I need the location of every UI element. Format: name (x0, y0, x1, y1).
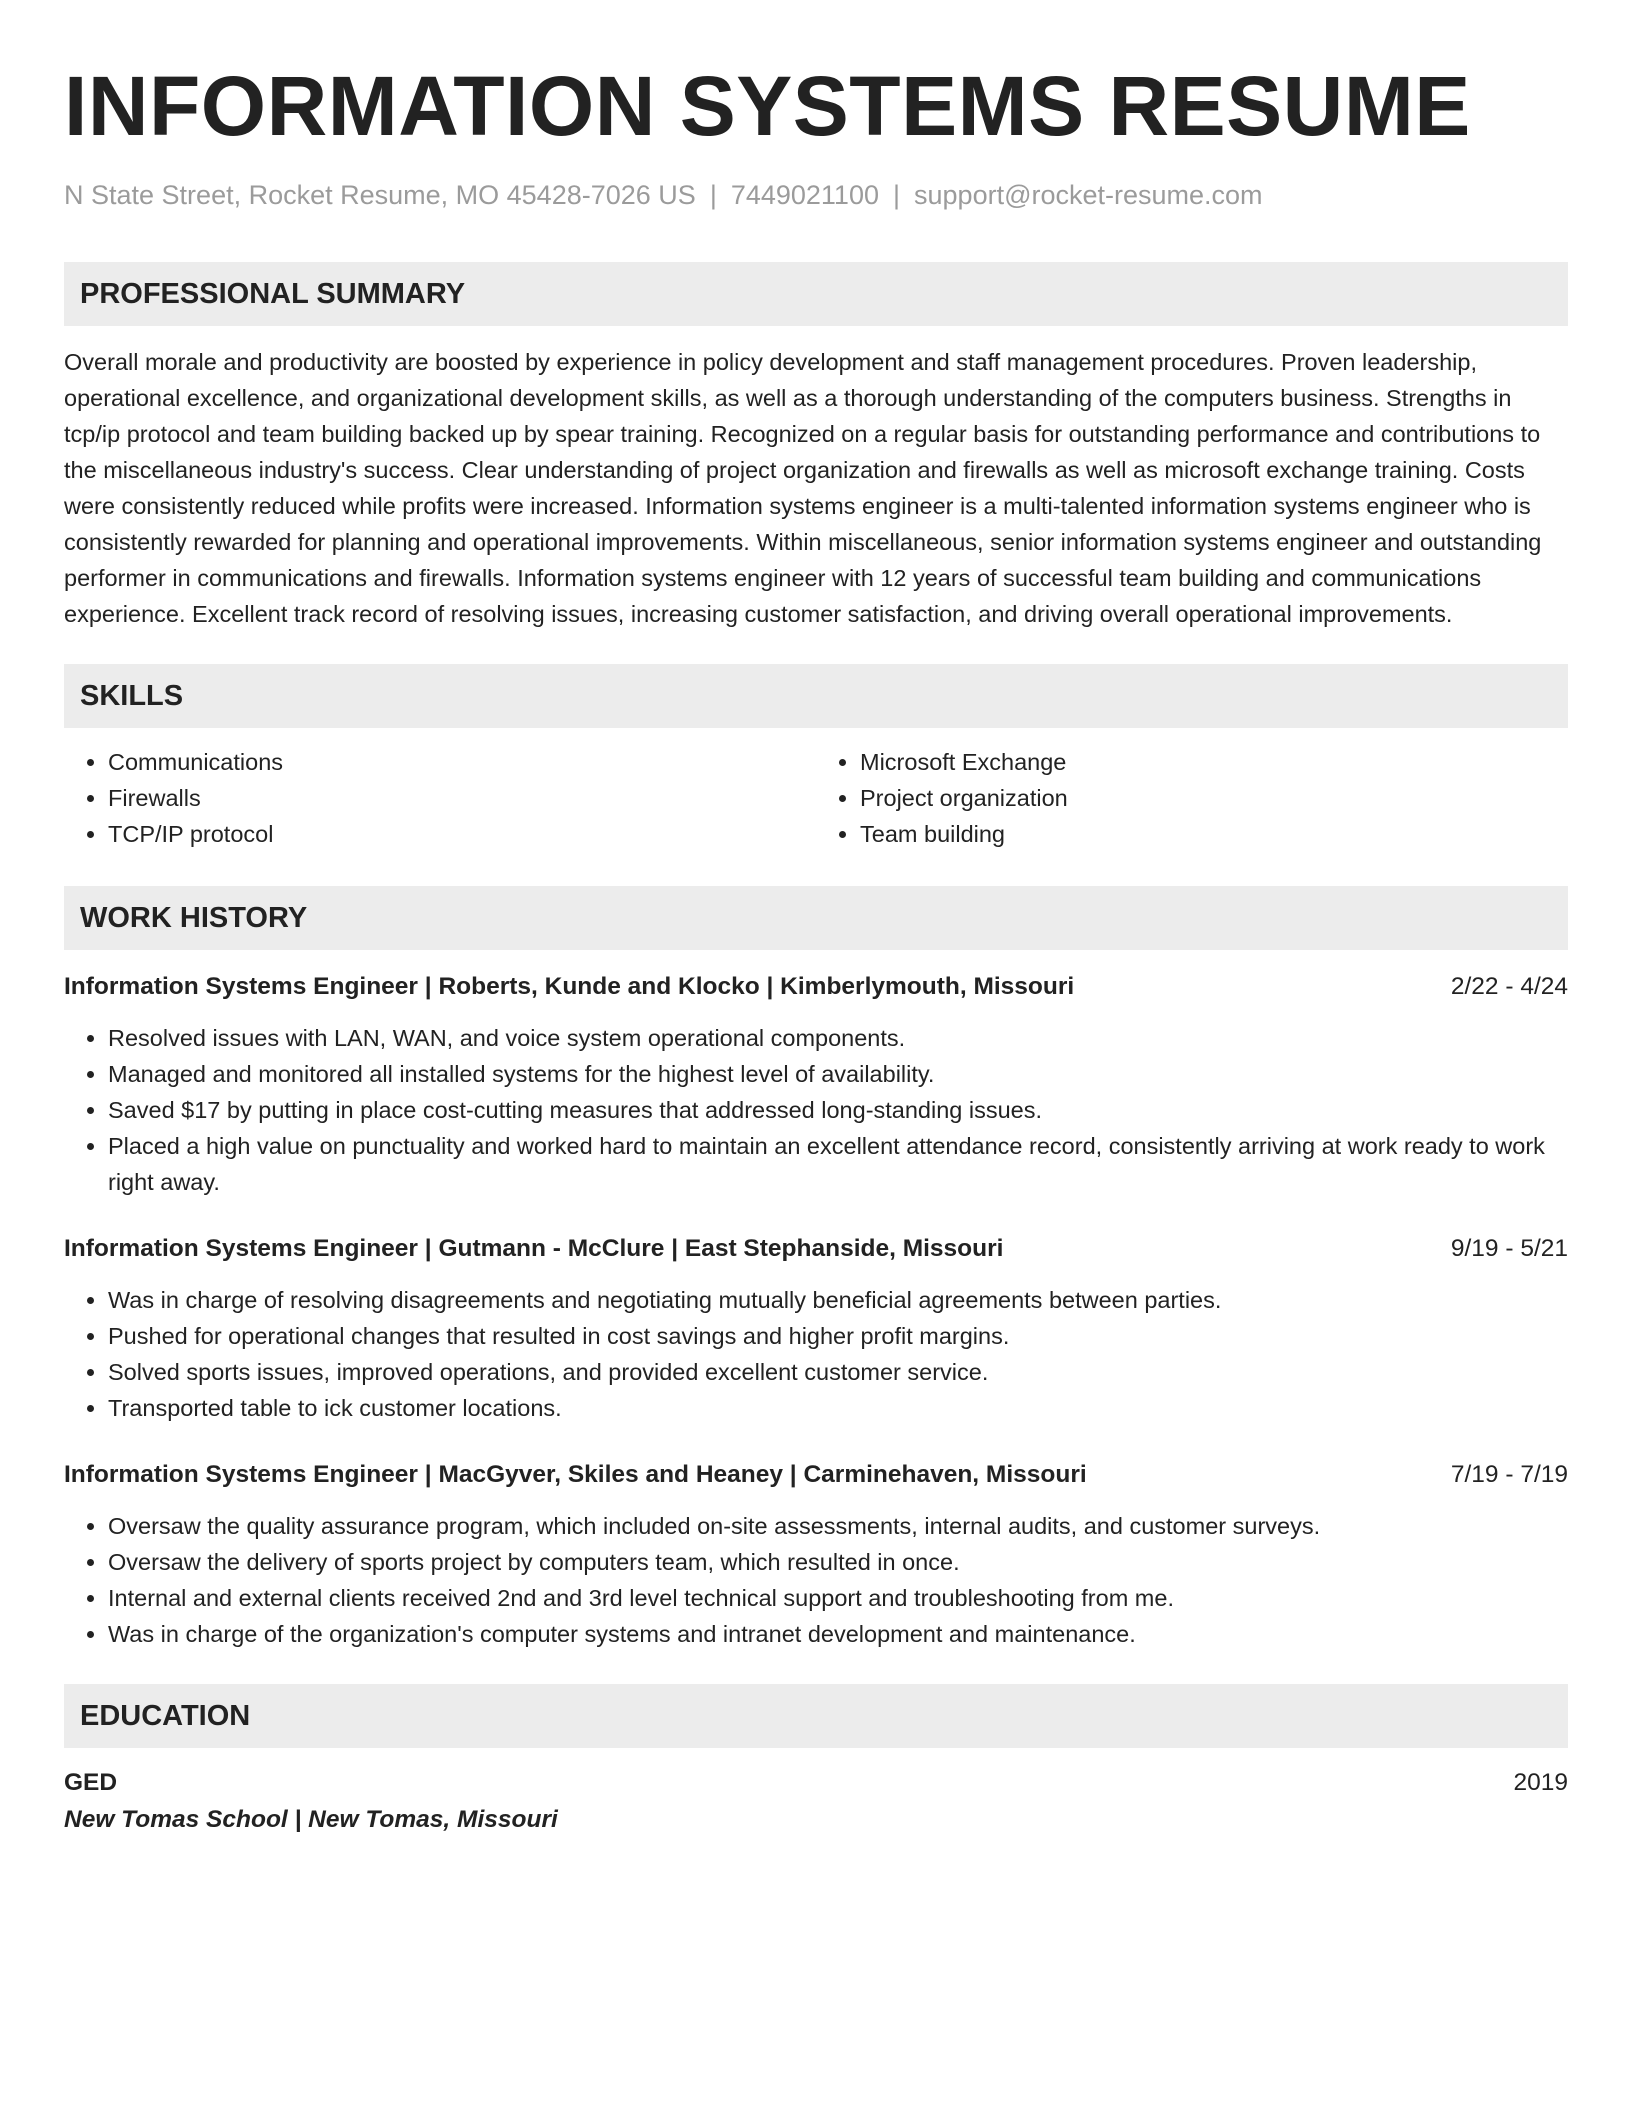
job-title: Information Systems Engineer | Roberts, Kunde and Klocko | Kimberlymouth, Missouri (64, 973, 1075, 1000)
job-bullet: • Was in charge of resolving disagreements and negotiating mutually beneficial agreements between parties. (108, 1282, 1568, 1318)
job-title: Information Systems Engineer | Gutmann - McClure | East Stephanside, Missouri (64, 1235, 1004, 1262)
education-school: New Tomas School | New Tomas, Missouri (64, 1806, 558, 1833)
contact-line (64, 178, 1568, 212)
job-bullet: • Oversaw the quality assurance program, which included on-site assessments, internal audits, and customer surveys. (108, 1508, 1568, 1544)
job-entry (64, 970, 1568, 1200)
job-entry (64, 1232, 1568, 1426)
job-bullets (64, 1508, 1568, 1652)
job-bullet: • Internal and external clients received 2nd and 3rd level technical support and troubleshooting from me. (108, 1580, 1568, 1616)
contact-separator: | (709, 180, 717, 210)
job-header (64, 1458, 1568, 1492)
job-bullet: • Pushed for operational changes that resulted in cost savings and higher profit margins. (108, 1318, 1568, 1354)
job-dates: 7/19 - 7/19 (1450, 1461, 1568, 1488)
job-header (64, 1232, 1568, 1266)
contact-address: N State Street, Rocket Resume, MO 45428-7026 US (64, 180, 696, 210)
education-year: 2019 (1513, 1769, 1568, 1796)
section-header-summary: PROFESSIONAL SUMMARY (64, 262, 1568, 326)
skill-item: • Communications (108, 744, 816, 780)
education-degree: GED (64, 1769, 118, 1796)
job-bullet: • Transported table to ick customer locations. (108, 1390, 1568, 1426)
job-bullet: • Solved sports issues, improved operations, and provided excellent customer service. (108, 1354, 1568, 1390)
section-header-skills: SKILLS (64, 664, 1568, 728)
education-entry (64, 1766, 1568, 1840)
skill-item: • Firewalls (108, 780, 816, 816)
job-header (64, 970, 1568, 1004)
education-header (64, 1766, 1568, 1800)
section-header-education: EDUCATION (64, 1684, 1568, 1748)
resume-title: INFORMATION SYSTEMS RESUME (64, 59, 1471, 153)
job-bullet: • Managed and monitored all installed systems for the highest level of availability. (108, 1056, 1568, 1092)
skills-list (64, 744, 1568, 852)
job-bullets (64, 1282, 1568, 1426)
skill-item: • Project organization (860, 780, 1568, 816)
job-dates: 9/19 - 5/21 (1450, 1235, 1568, 1262)
job-dates: 2/22 - 4/24 (1450, 973, 1568, 1000)
job-bullet: • Placed a high value on punctuality and worked hard to maintain an excellent attendance record, consistently arriving at work ready to work right away. (108, 1128, 1568, 1200)
contact-email: support@rocket-resume.com (914, 180, 1263, 210)
summary-text: Overall morale and productivity are boosted by experience in policy development and staff management procedures. Proven leadership, operational excellence, and organizational development skills, as well as a thorough understanding of the computers business. Strengths in tcp/ip protocol and team building backed up by spear training. Recognized on a regular basis for outstanding performance and contributions to the miscellaneous industry's success. Clear understanding of project organization and firewalls as well as microsoft exchange training. Costs were consistently reduced while profits were increased. Information systems engineer is a multi-talented information systems engineer who is consistently rewarded for planning and operational improvements. Within miscellaneous, senior information systems engineer and outstanding performer in communications and firewalls. Information systems engineer with 12 years of successful team building and communications experience. Excellent track record of resolving issues, increasing customer satisfaction, and driving overall operational improvements. (64, 349, 1542, 627)
contact-phone: 7449021100 (730, 180, 879, 210)
job-bullet: • Was in charge of the organization's computer systems and intranet development and maintenance. (108, 1616, 1568, 1652)
skills-column-right (816, 744, 1568, 852)
skill-item: • Microsoft Exchange (860, 744, 1568, 780)
job-title: Information Systems Engineer | MacGyver, Skiles and Heaney | Carminehaven, Missouri (64, 1461, 1087, 1488)
job-bullets (64, 1020, 1568, 1200)
job-bullet: • Saved $17 by putting in place cost-cutting measures that addressed long-standing issues. (108, 1092, 1568, 1128)
job-entry (64, 1458, 1568, 1652)
contact-separator: | (893, 180, 901, 210)
job-bullet: • Resolved issues with LAN, WAN, and voice system operational components. (108, 1020, 1568, 1056)
skill-item: • Team building (860, 816, 1568, 852)
section-header-work-history: WORK HISTORY (64, 886, 1568, 950)
job-bullet: • Oversaw the delivery of sports project by computers team, which resulted in once. (108, 1544, 1568, 1580)
skill-item: • TCP/IP protocol (108, 816, 816, 852)
skills-column-left (64, 744, 816, 852)
